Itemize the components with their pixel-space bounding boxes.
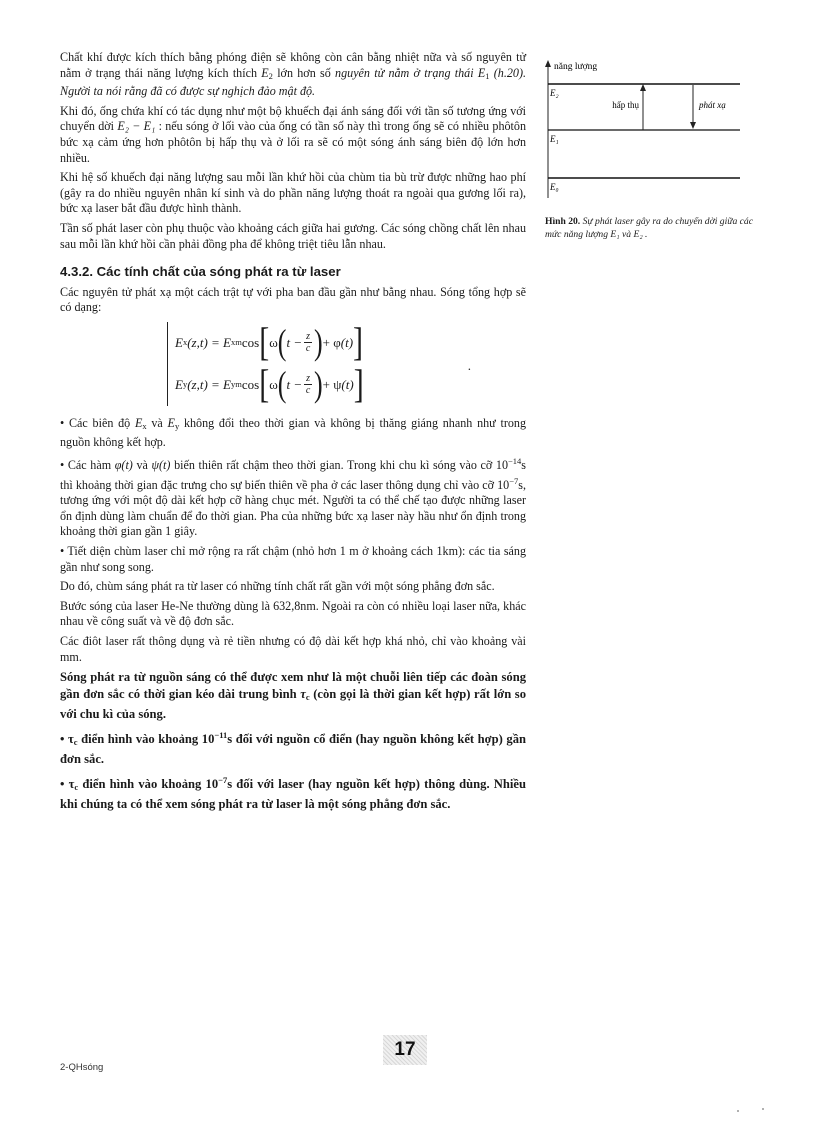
- section-paragraph: Các nguyên tử phát xạ một cách trật tự với pha ban đầu gần như bằng nhau. Sóng tổng hợp sẽ có dạng:: [60, 284, 526, 315]
- level-label-e1: E₁: [550, 134, 559, 144]
- down-arrow-icon: [690, 122, 696, 129]
- equation-ey: E y (z,t) = E ym cos [ ω ( t − $\frac{z}{c}$ ) + ψ (t) ]: [175, 361, 364, 407]
- emit-label: phát xạ: [699, 100, 726, 110]
- intro-paragraph-4: Tần số phát laser còn phụ thuộc vào khoảng cách giữa hai gương. Các sóng chồng chất lên nhau sau mỗi lần khứ hồi cần phải đồng pha để không triệt tiêu lẫn nhau.: [60, 220, 526, 251]
- scan-speck: [762, 1108, 764, 1110]
- main-column: [60, 50, 526, 817]
- scan-speck: [737, 1110, 739, 1112]
- wave-equations: E x (z,t) = E xm cos [ ω ( t − $\frac{z}{c}$ ) + φ (t) ] E y (z,t) = E ym cos [ ω ( t − $\frac{z}{c}$ ) + ψ (t) ] .: [167, 322, 475, 406]
- figure-caption: Hình 20. Sự phát laser gây ra do chuyển dời giữa các mức năng lượng E₁ và E₂ .: [545, 216, 753, 240]
- bullet-amplitudes: • Các biên độ $E_x$ và $E_y$ không đổi theo thời gian và không bị thăng giáng nhanh như trong nguồn không kết hợp.: [60, 415, 527, 449]
- equation-ex: E x (z,t) = E xm cos [ ω ( t − $\frac{z}{c}$ ) + φ (t) ]: [175, 319, 364, 365]
- paragraph-conclusion: Do đó, chùm sáng phát ra từ laser có những tính chất rất gần với một sóng phẳng đơn sắc.: [60, 579, 495, 594]
- axis-label: năng lượng: [554, 62, 598, 72]
- bold-paragraph-1: Sóng phát ra từ nguồn sáng có thể được xem như là một chuỗi liên tiếp các đoàn sóng gần đơn sắc có thời gian kéo dài trung bình $\tau_c$ (còn gọi là thời gian kết hợp) rất lớn so với chu kì của sóng.: [60, 670, 526, 722]
- energy-level-diagram: [545, 60, 745, 200]
- bullet-beam-section: • Tiết diện chùm laser chỉ mở rộng ra rất chậm (nhỏ hơn 1 m ở khoảng cách 1km): các tia sáng gần như song song.: [60, 544, 526, 574]
- bold-paragraph-3: • $\tau_c$ điển hình vào khoảng $10^{-7}s$ đối với laser (hay nguồn kết hợp) thông dùng. Nhiều khi chúng ta có thể xem sóng phát ra từ laser là một sóng phẳng đơn sắc.: [60, 775, 526, 812]
- level-label-e2: E₂: [550, 88, 559, 98]
- intro-paragraph-2: Khi đó, ống chứa khí có tác dụng như một bộ khuếch đại ánh sáng đối với tần số tương ứng với chuyển dời E₂ − E₁ : nếu sóng ở lối vào của ống có tần số này thì trong ống sẽ có nhiều phôtôn bức xạ cảm ứng hơn phôtôn bị hấp thụ và ở lối ra sẽ có một sóng ánh sáng biên độ lớn hơn nhiều.: [60, 103, 526, 165]
- footer-label: 2-QHsóng: [60, 1062, 104, 1073]
- level-label-e0: E₀: [550, 182, 559, 192]
- page-number: 17: [383, 1035, 427, 1065]
- bullet-phase-functions: • Các hàm φ(t) và ψ(t) biến thiên rất chậm theo thời gian. Trong khi chu kì sóng vào cỡ $10^{-14}s$ thì khoảng thời gian đặc trưng cho sự biến thiên về pha ở các laser thông dụng chỉ vào cỡ $10^{-7}s$, tương ứng với một độ dài kết hợp cỡ hàng chục mét. Người ta có thể chế tạo được những laser ổn định dùng làm chuẩn để đo thời gian. Pha của những bức xạ laser này hầu như ổn định trong khoảng thời gian gần 1 giây.: [60, 456, 526, 539]
- intro-paragraph-1: Chất khí được kích thích bằng phóng điện sẽ không còn cân bằng nhiệt nữa và số nguyên tử nằm ở trạng thái năng lượng kích thích $E_2$ lớn hơn số nguyên tử nằm ở trạng thái $E_1$ (h.20). Người ta nói rằng đã có được sự nghịch đảo mật độ.: [60, 50, 527, 99]
- bold-paragraph-2: • $\tau_c$ điển hình vào khoảng $10^{-11}s$ đối với nguồn cổ điển (hay nguồn không kết hợp) gần đơn sắc.: [60, 730, 526, 767]
- section-heading: 4.3.2. Các tính chất của sóng phát ra từ laser: [60, 264, 341, 280]
- paragraph-diodes: Các điôt laser rất thông dụng và rẻ tiền nhưng có độ dài kết hợp khá nhỏ, chỉ vào khoảng vài mm.: [60, 634, 526, 664]
- figure-20: [545, 60, 760, 241]
- absorb-label: hấp thụ: [612, 100, 639, 110]
- bold-summary: [60, 669, 526, 813]
- paragraph-he-ne: Bước sóng của laser He-Ne thường dùng là 632,8nm. Ngoài ra còn có nhiều loại laser nữa, khác nhau về công suất và về độ đơn sắc.: [60, 598, 526, 629]
- intro-paragraph-3: Khi hệ số khuếch đại năng lượng sau mỗi lần khứ hồi của chùm tia bù trừ được những hao phí (gây ra do nhiều nguyên nhân kí sinh và do phần năng lượng thoát ra ngoài qua gương lối ra), bức xạ laser bắt đầu được hình thành.: [60, 170, 526, 216]
- up-arrow-icon: [640, 84, 646, 91]
- axis-arrow-icon: [545, 60, 551, 67]
